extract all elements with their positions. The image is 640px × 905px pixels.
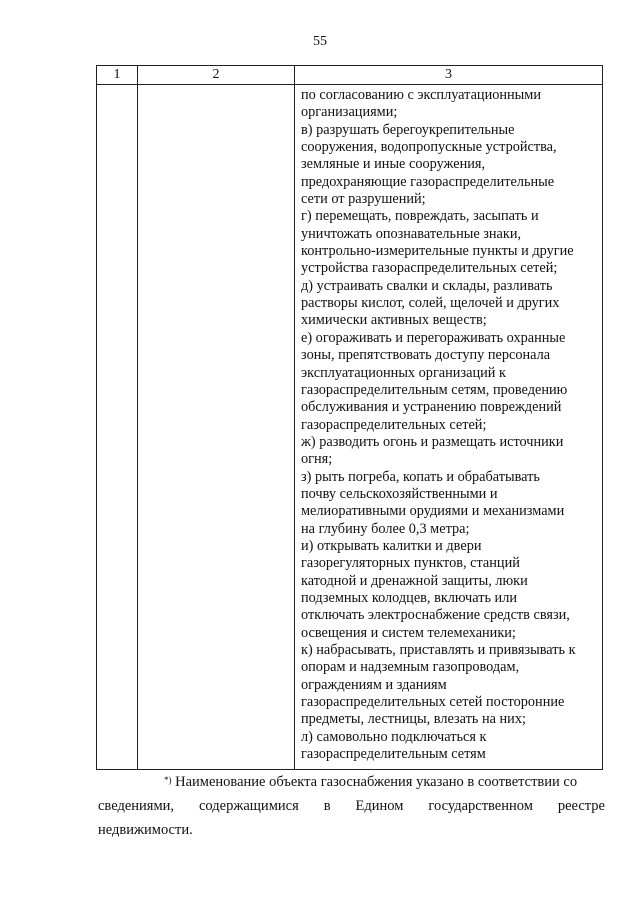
table-text-line: опорам и надземным газопроводам, — [301, 659, 520, 676]
table-text-line: ж) разводить огонь и размещать источники — [301, 433, 564, 450]
table-text-line: к) набрасывать, приставлять и привязывать к — [301, 642, 576, 658]
table-text-line: газораспределительных сетей; — [301, 416, 487, 433]
column-2-cell — [138, 85, 295, 770]
table-text-line: и) открывать калитки и двери — [301, 537, 482, 554]
table-text-line: в) разрушать берегоукрепительные — [301, 121, 515, 138]
table-text-line: г) перемещать, повреждать, засыпать и — [301, 208, 539, 225]
table-text-line: земляные и иные сооружения, — [301, 156, 486, 173]
footnote-word: в — [323, 798, 331, 814]
table-text-line: ограждениям и зданиям — [301, 676, 447, 693]
footnote-word: Едином — [355, 798, 404, 814]
table-text-line: почву сельскохозяйственными и — [301, 485, 498, 502]
table-text-line: освещения и систем телемеханики; — [301, 624, 516, 641]
column-header-2: 2 — [138, 66, 295, 85]
column-header-3: 3 — [295, 66, 603, 85]
table-text-line: е) огораживать и перегораживать охранные — [301, 329, 566, 346]
column-1-cell — [97, 85, 138, 770]
table-text-line: на глубину более 0,3 метра; — [301, 520, 470, 537]
table-text-line: д) устраивать свалки и склады, разливать — [301, 277, 553, 294]
table-text-line: газорегуляторных пунктов, станций — [301, 555, 520, 572]
table-text-line: сооружения, водопропускные устройства, — [301, 139, 557, 156]
table-text-line: по согласованию с эксплуатационными — [301, 87, 541, 103]
table-text-line: з) рыть погреба, копать и обрабатывать — [301, 468, 540, 485]
table-text-line: обслуживания и устранению повреждений — [301, 399, 562, 416]
table-text-line: газораспределительным сетям — [301, 746, 486, 763]
table-row — [97, 85, 603, 770]
column-3-cell — [295, 85, 603, 770]
footnote — [98, 770, 605, 842]
footnote-marker: *) — [164, 775, 172, 785]
table-text-line: сети от разрушений; — [301, 191, 426, 208]
table-text-line: эксплуатационных организаций к — [301, 364, 506, 381]
table-text-line: растворы кислот, солей, щелочей и других — [301, 295, 560, 312]
table-text-line: отключать электроснабжение средств связи, — [301, 607, 570, 624]
table-text-line: катодной и дренажной защиты, люки — [301, 572, 528, 589]
footnote-word: сведениями, — [98, 798, 175, 814]
footnote-text-1: Наименование объекта газоснабжения указано в соответствии со — [175, 774, 578, 790]
table-text-line: подземных колодцев, включать или — [301, 589, 517, 606]
table-text-line: организациями; — [301, 104, 398, 121]
table-text-line: л) самовольно подключаться к — [301, 728, 487, 745]
footnote-line-3: недвижимости. — [98, 822, 193, 838]
column-header-1: 1 — [97, 66, 138, 85]
page-number: 55 — [313, 34, 327, 49]
table-text-line: устройства газораспределительных сетей; — [301, 260, 558, 277]
table-text-line: контрольно-измерительные пункты и другие — [301, 243, 574, 260]
footnote-word: содержащимися — [198, 798, 299, 814]
table-text-line: газораспределительных сетей посторонние — [301, 694, 565, 711]
table-text-line: мелиоративными орудиями и механизмами — [301, 503, 565, 520]
table-text-line: газораспределительным сетям, проведению — [301, 381, 568, 398]
table-text-line: предметы, лестницы, влезать на них; — [301, 711, 526, 728]
table-text-line: химически активных веществ; — [301, 312, 487, 329]
table-header-row — [97, 66, 603, 85]
footnote-word: государственном — [428, 798, 533, 814]
table-text-line: огня; — [301, 451, 333, 468]
table-text-line: уничтожать опознавательные знаки, — [301, 225, 522, 242]
footnote-line-2 — [98, 794, 605, 818]
footnote-line-1 — [98, 770, 605, 794]
table-text-line: предохраняющие газораспределительные — [301, 173, 555, 190]
table-text-line: зоны, препятствовать доступу персонала — [301, 347, 551, 364]
requirements-table — [96, 65, 603, 770]
footnote-word: реестре — [557, 798, 605, 814]
